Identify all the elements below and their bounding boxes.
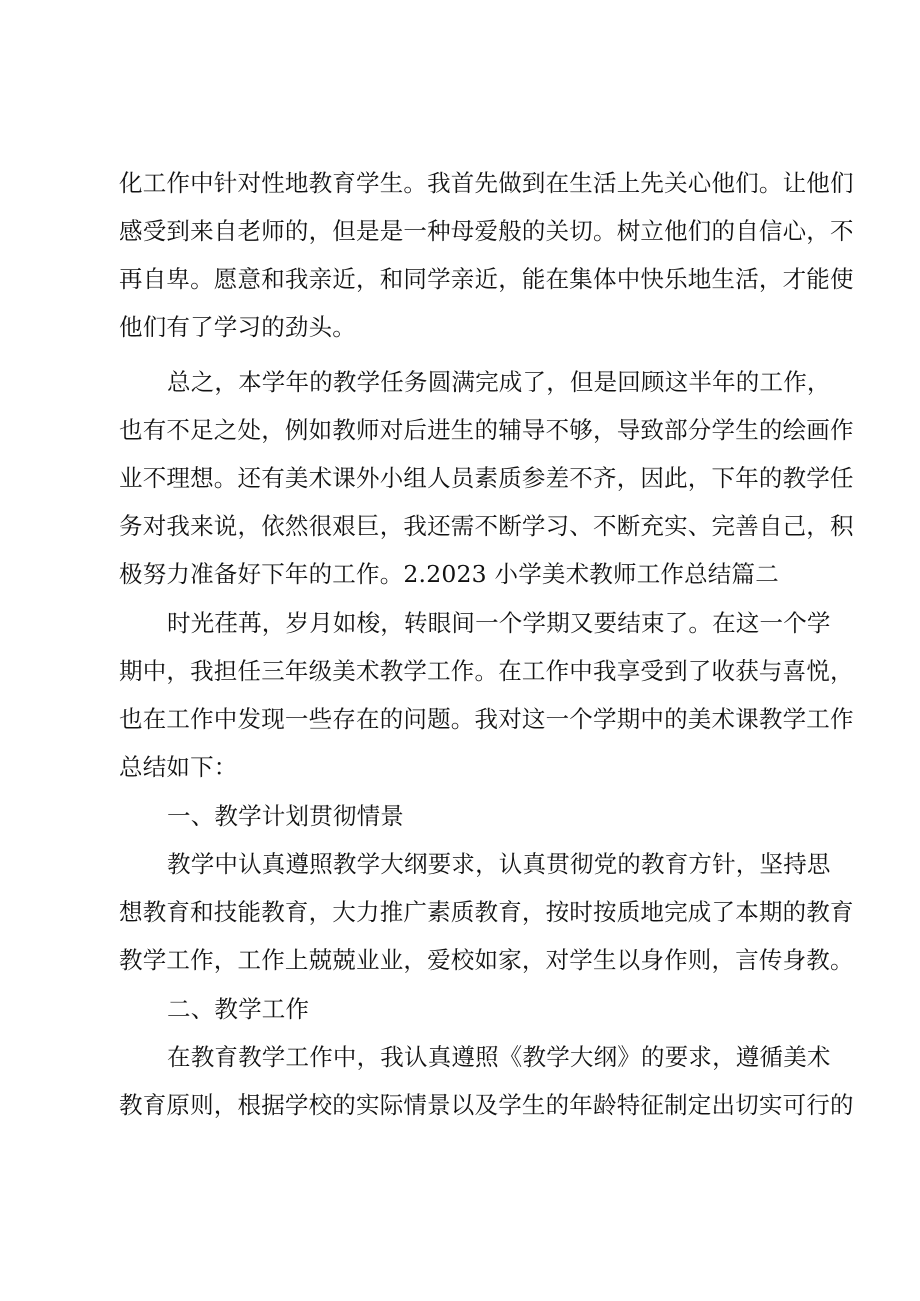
text-line: 务对我来说，依然很艰巨，我还需不断学习、不断充实、完善自己，积 <box>119 512 854 540</box>
text-line: 想教育和技能教育，大力推广素质教育，按时按质地完成了本期的教育 <box>119 898 854 926</box>
text-line: 感受到来自老师的，但是是一种母爱般的关切。树立他们的自信心，不 <box>119 217 854 245</box>
text-line: 化工作中针对性地教育学生。我首先做到在生活上先关心他们。让他们 <box>119 169 854 197</box>
section-title-line: 极努力准备好下年的工作。2.2023 小学美术教师工作总结篇二 <box>119 560 779 588</box>
text-line: 也有不足之处，例如教师对后进生的辅导不够，导致部分学生的绘画作 <box>119 416 854 444</box>
text-line: 教育原则，根据学校的实际情景以及学生的年龄特征制定出切实可行的 <box>119 1091 854 1119</box>
text-line: 业不理想。还有美术课外小组人员素质参差不齐，因此，下年的教学任 <box>119 464 854 492</box>
text-line: 也在工作中发现一些存在的问题。我对这一个学期中的美术课教学工作 <box>119 705 854 733</box>
paragraph-start-line: 教学中认真遵照教学大纲要求，认真贯彻党的教育方针，坚持思 <box>167 850 831 878</box>
paragraph-start-line: 在教育教学工作中，我认真遵照《教学大纲》的要求，遵循美术 <box>167 1043 831 1071</box>
text-line: 总结如下： <box>119 753 238 781</box>
paragraph-start-line: 时光荏苒，岁月如梭，转眼间一个学期又要结束了。在这一个学 <box>167 609 831 637</box>
subheading-line: 二、教学工作 <box>167 995 310 1023</box>
subheading-line: 一、教学计划贯彻情景 <box>167 802 404 830</box>
paragraph-start-line: 总之，本学年的教学任务圆满完成了，但是回顾这半年的工作， <box>167 368 831 396</box>
text-line: 他们有了学习的劲头。 <box>119 313 356 341</box>
text-line: 再自卑。愿意和我亲近，和同学亲近，能在集体中快乐地生活，才能使 <box>119 265 854 293</box>
text-line: 期中，我担任三年级美术教学工作。在工作中我享受到了收获与喜悦， <box>119 657 854 685</box>
text-line: 教学工作，工作上兢兢业业，爱校如家，对学生以身作则，言传身教。 <box>119 946 854 974</box>
